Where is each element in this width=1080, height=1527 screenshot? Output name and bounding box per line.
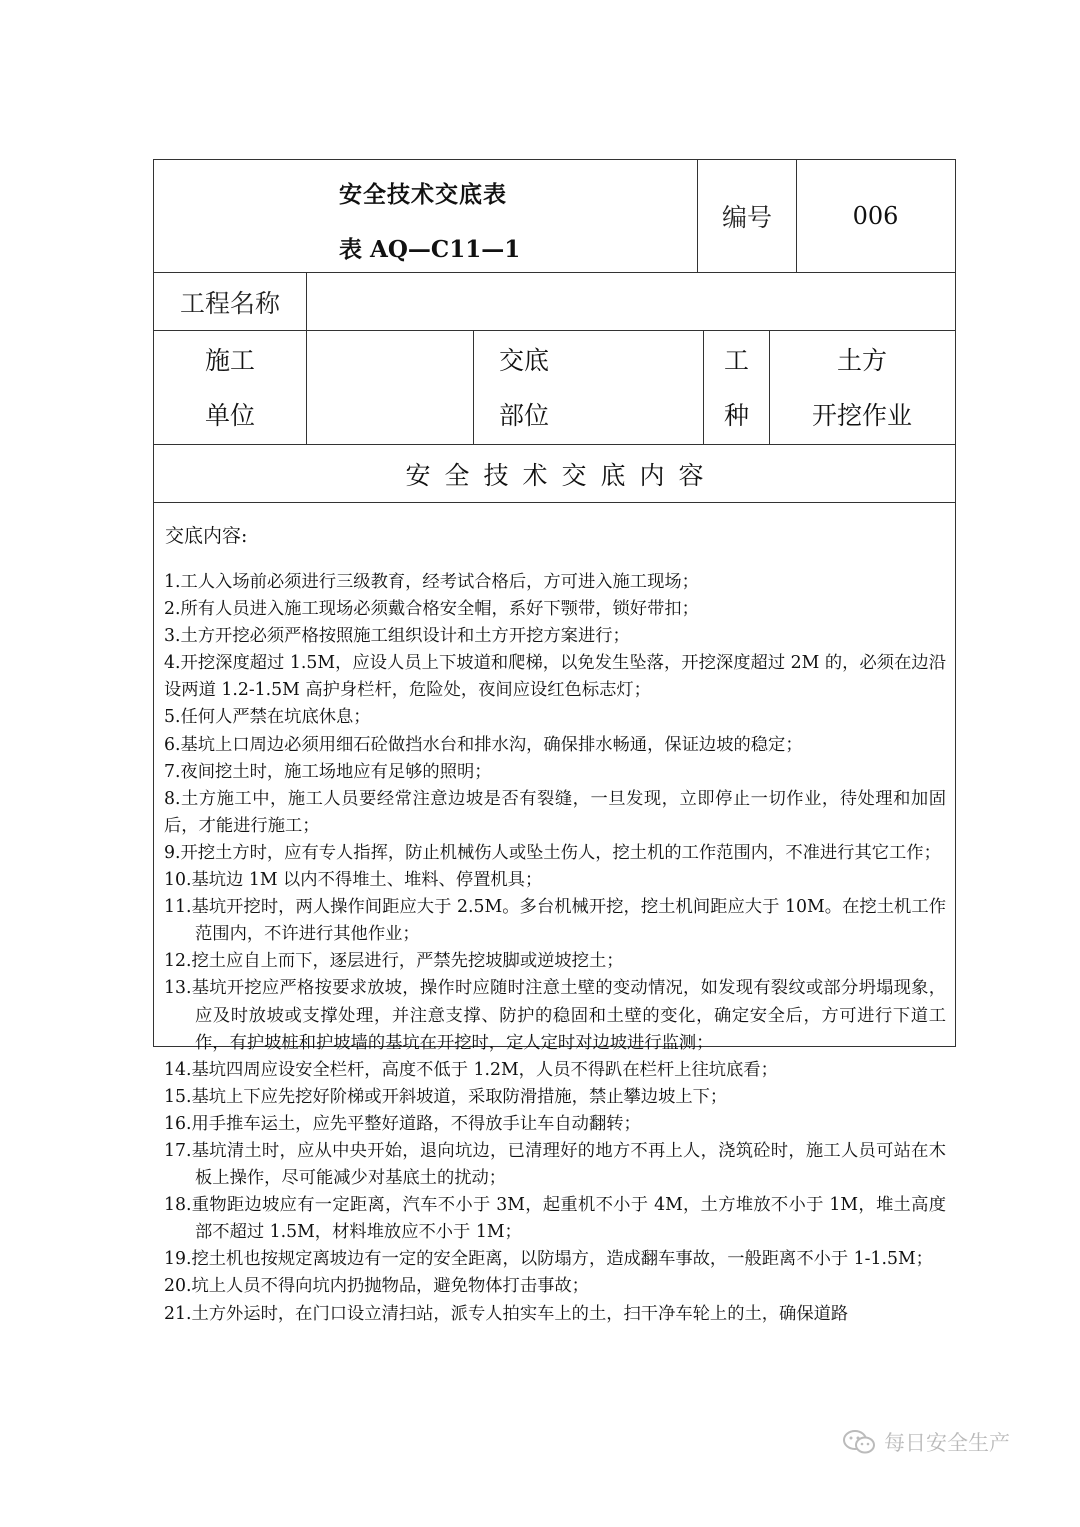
briefing-item: 6.基坑上口周边必须用细石砼做挡水台和排水沟，确保排水畅通，保证边坡的稳定； — [164, 734, 803, 755]
briefing-item: 13.基坑开挖应严格按要求放坡，操作时应随时注意土壁的变动情况，如发现有裂纹或部分坍塌现象，应及时放坡或支撑处理，并注意支撑、防护的稳固和土壁的变化，确定安全后，方可进行下道工作，有护坡桩和护坡墙的基坑在开挖时，定人定时对边坡进行监测； — [164, 978, 946, 1053]
part-label-line2: 部位 — [498, 400, 549, 430]
briefing-item: 2.所有人员进入施工现场必须戴合格安全帽，系好下颚带，锁好带扣； — [164, 599, 699, 620]
number-label-cell — [698, 160, 797, 272]
safety-briefing-form — [153, 159, 956, 1324]
watermark — [842, 1427, 1010, 1457]
part-label-cell — [474, 331, 574, 444]
trade-label-line2: 种 — [723, 400, 749, 430]
briefing-item: 12.挖土应自上而下，逐层进行，严禁先挖坡脚或逆坡挖土； — [164, 951, 624, 972]
project-name-value-cell — [307, 273, 954, 330]
part-value-cell — [574, 331, 704, 444]
number-value: 006 — [852, 202, 899, 230]
project-name-row — [154, 273, 955, 331]
briefing-item: 16.用手推车运土，应先平整好道路，不得放手让车自动翻转； — [164, 1113, 641, 1134]
number-value-cell — [797, 160, 954, 272]
briefing-item: 5.任何人严禁在坑底休息； — [164, 707, 371, 728]
unit-value-cell — [307, 331, 474, 444]
section-title-cell — [154, 445, 955, 502]
part-label-line1: 交底 — [498, 345, 549, 375]
briefing-item: 19.挖土机也按规定离坡边有一定的安全距离，以防塌方，造成翻车事故，一般距离不小于 1-1.5M； — [164, 1249, 933, 1270]
briefing-item: 14.基坑四周应设安全栏杆，高度不低于 1.2M，人员不得趴在栏杆上往坑底看； — [164, 1059, 778, 1080]
briefing-content — [154, 503, 955, 1324]
briefing-item: 9.开挖土方时，应有专人指挥，防止机械伤人或坠土伤人，挖土机的工作范围内，不准进行其它工作； — [164, 842, 941, 863]
trade-value-cell — [770, 331, 954, 444]
unit-label-line2: 单位 — [204, 400, 255, 430]
watermark-text: 每日安全生产 — [884, 1431, 1010, 1455]
briefing-item: 8.土方施工中，施工人员要经常注意边坡是否有裂缝，一旦发现，立即停止一切作业，待处理和加固后，才能进行施工； — [164, 788, 946, 836]
trade-label-cell — [704, 331, 770, 444]
title-cell — [154, 160, 698, 272]
section-title-row — [154, 445, 955, 503]
number-label: 编号 — [721, 203, 772, 232]
briefing-item: 11.基坑开挖时，两人操作间距应大于 2.5M。多台机械开挖，挖土机间距应大于 10M。在挖土机工作范围内，不许进行其他作业； — [164, 897, 946, 945]
form-title: 安全技术交底表 — [339, 181, 507, 208]
briefing-item: 1.工人入场前必须进行三级教育，经考试合格后，方可进入施工现场； — [164, 572, 699, 592]
briefing-items — [164, 569, 946, 1328]
section-title: 安全技术交底内容 — [405, 460, 718, 490]
form-code: 表 AQ—C11—1 — [339, 236, 521, 263]
project-name-label: 工程名称 — [179, 288, 280, 318]
unit-label-line1: 施工 — [204, 345, 255, 375]
unit-label-cell — [154, 331, 307, 444]
briefing-item: 4.开挖深度超过 1.5M，应设人员上下坡道和爬梯，以免发生坠落，开挖深度超过 2M 的，必须在边沿设两道 1.2-1.5M 高护身栏杆，危险处，夜间应设红色标志灯； — [164, 653, 946, 701]
content-label: 交底内容: — [165, 525, 248, 547]
project-name-label-cell — [154, 273, 307, 330]
briefing-item: 18.重物距边坡应有一定距离，汽车不小于 3M，起重机不小于 4M，土方堆放不小于 1M，堆土高度部不超过 1.5M，材料堆放应不小于 1M； — [164, 1195, 946, 1243]
trade-label-line1: 工 — [723, 345, 749, 375]
briefing-item: 15.基坑上下应先挖好阶梯或开斜坡道，采取防滑措施，禁止攀边坡上下； — [164, 1086, 728, 1107]
unit-part-trade-row — [154, 331, 955, 445]
wechat-icon — [842, 1429, 876, 1455]
briefing-item: 20.坑上人员不得向坑内扔抛物品，避免物体打击事故； — [164, 1276, 589, 1297]
briefing-item: 10.基坑边 1M 以内不得堆土、堆料、停置机具； — [164, 870, 543, 891]
trade-value-line1: 土方 — [836, 345, 887, 375]
briefing-item: 3.土方开挖必须严格按照施工组织设计和土方开挖方案进行； — [164, 626, 630, 647]
briefing-item: 21.土方外运时，在门口设立清扫站，派专人拍实车上的土，扫干净车轮上的土，确保道路 — [164, 1303, 849, 1324]
briefing-item: 7.夜间挖土时，施工场地应有足够的照明； — [164, 761, 492, 782]
trade-value-line2: 开挖作业 — [811, 400, 912, 430]
briefing-item: 17.基坑清土时，应从中央开始，退向坑边，已清理好的地方不再上人，浇筑砼时，施工人员可站在木板上操作，尽可能减少对基底土的扰动； — [164, 1140, 946, 1189]
form-header-row — [154, 160, 955, 273]
